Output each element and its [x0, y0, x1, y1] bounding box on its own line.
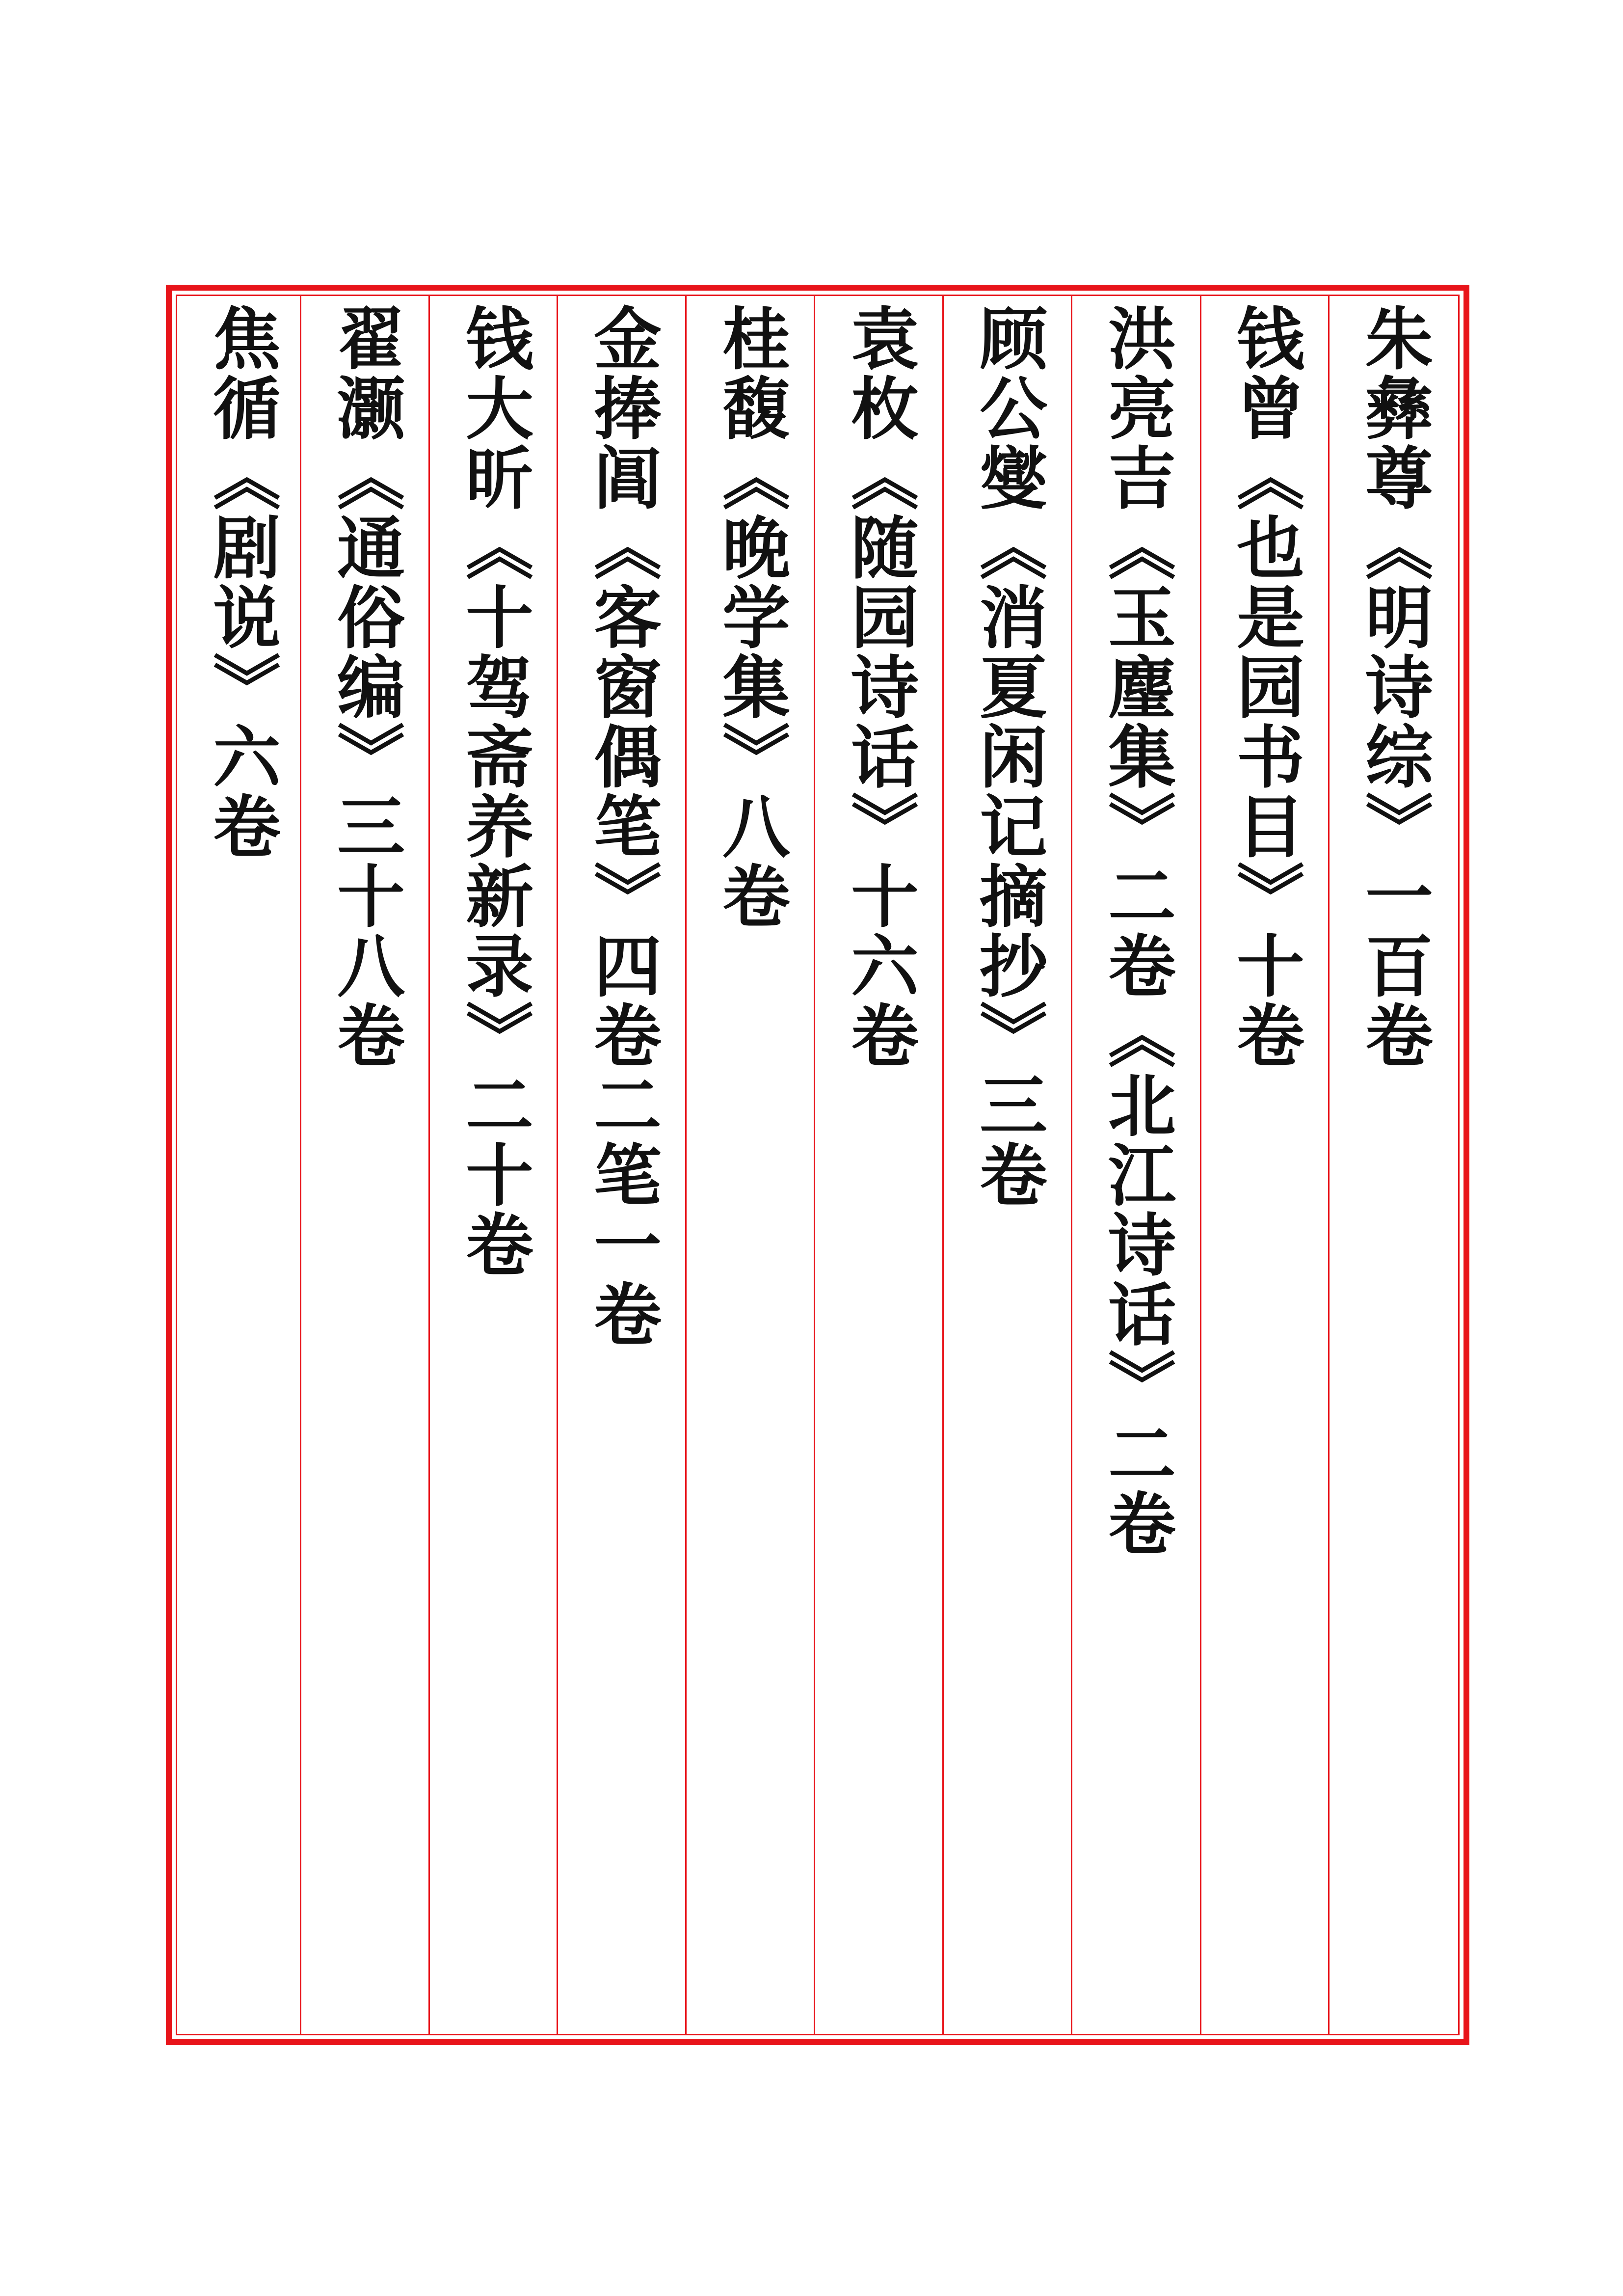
column-text: 顾公燮《消夏闲记摘抄》三卷	[968, 303, 1048, 1210]
column-text: 焦循《剧说》六卷	[202, 303, 282, 861]
text-column	[944, 303, 1072, 2022]
column-text: 朱彝尊《明诗综》一百卷	[1354, 303, 1434, 1070]
text-column	[1072, 303, 1201, 2022]
column-text: 翟灏《通俗编》三十八卷	[326, 303, 406, 1070]
column-text: 袁枚《随园诗话》十六卷	[840, 303, 920, 1070]
text-column	[687, 303, 815, 2022]
column-text: 金捧阊《客窗偶笔》四卷二笔一卷	[583, 303, 663, 1349]
text-column	[177, 303, 306, 2022]
text-column	[430, 303, 559, 2022]
text-column	[1330, 303, 1458, 2022]
text-column	[558, 303, 687, 2022]
text-column	[815, 303, 944, 2022]
text-column	[1201, 303, 1330, 2022]
text-column	[301, 303, 430, 2022]
column-text: 钱曾《也是园书目》十卷	[1225, 303, 1305, 1070]
column-text: 钱大昕《十驾斋养新录》二十卷	[454, 303, 534, 1279]
column-text: 桂馥《晚学集》八卷	[711, 303, 791, 931]
column-text: 洪亮吉《玉麈集》二卷《北江诗话》二卷	[1097, 303, 1177, 1558]
